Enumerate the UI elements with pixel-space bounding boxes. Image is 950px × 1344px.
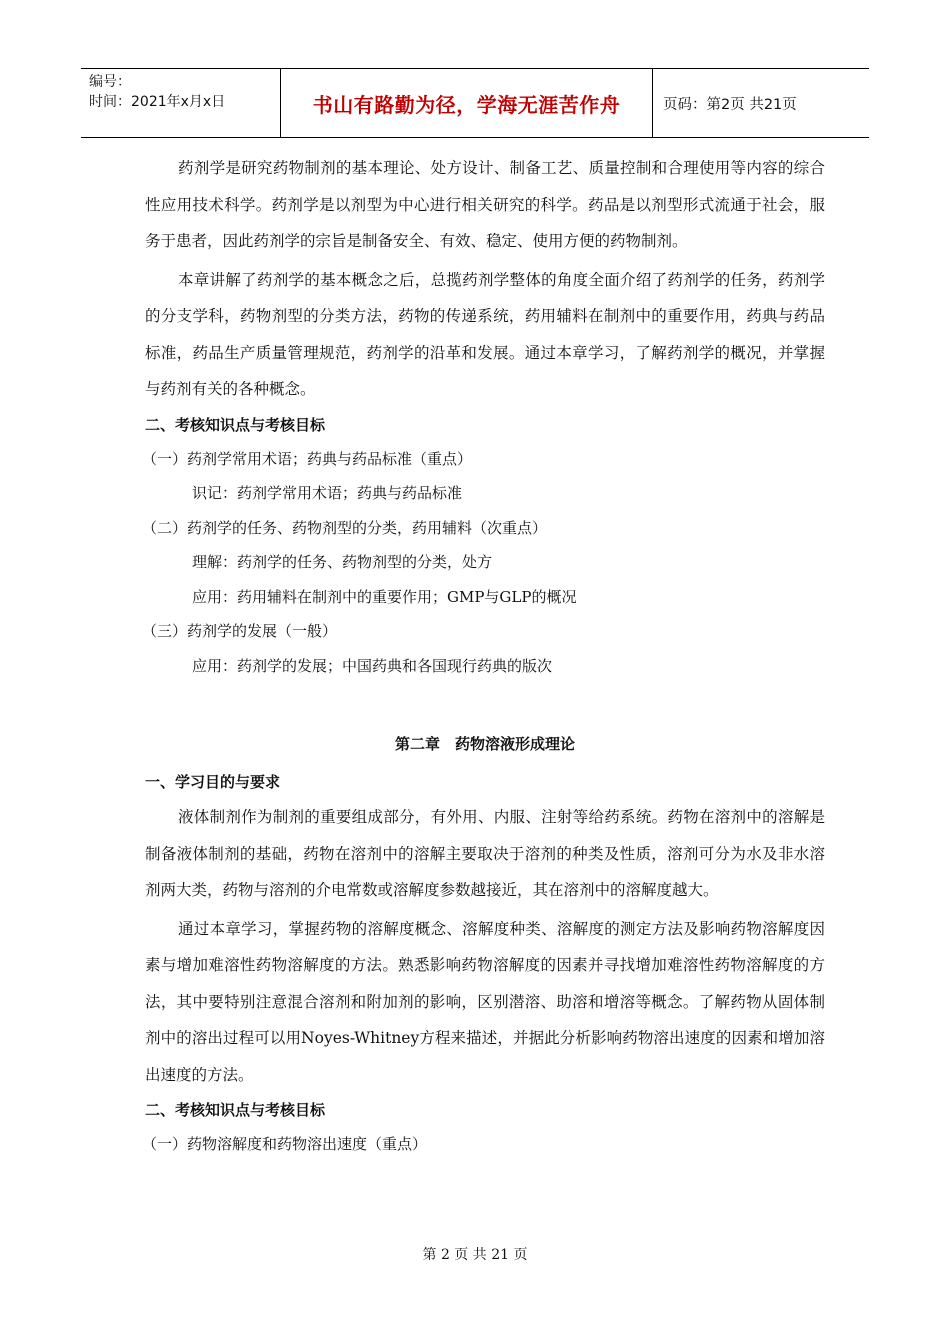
header-motto-cell — [281, 69, 653, 137]
header-page-cell — [653, 69, 869, 137]
page-footer: 第 2 页 共 21 页 — [422, 1247, 528, 1263]
list-item: （三）药剂学的发展（一般） — [142, 622, 338, 640]
sub-item: 应用：药用辅料在制剂中的重要作用；GMP与GLP的概况 — [192, 587, 577, 606]
page-label: 页码：第2页 共21页 — [663, 96, 797, 113]
paragraph: 药剂学是研究药物制剂的基本理论、处方设计、制备工艺、质量控制和合理使用等内容的综合性应用技术科学。药剂学是以剂型为中心进行相关研究的科学。药品是以剂型形式流通于社会，服务于患者，因此药剂学的宗旨是制备安全、有效、稳定、使用方便的药物制剂。 — [145, 159, 825, 250]
sub-item: 识记：药剂学常用术语；药典与药品标准 — [192, 484, 463, 502]
section-heading: 一、学习目的与要求 — [145, 773, 281, 791]
list-item: （二）药剂学的任务、药物剂型的分类，药用辅料（次重点） — [142, 518, 548, 537]
document-header — [81, 68, 869, 138]
section-heading: 二、考核知识点与考核目标 — [145, 415, 326, 434]
number-label: 编号： — [89, 74, 131, 90]
paragraph: 液体制剂作为制剂的重要组成部分，有外用、内服、注射等给药系统。药物在溶剂中的溶解是制备液体制剂的基础，药物在溶剂中的溶解主要取决于溶剂的种类及性质，溶剂可分为水及非水溶剂两大类，药物与溶剂的介电常数或溶解度参数越接近，其在溶剂中的溶解度越大。 — [145, 808, 825, 899]
header-meta — [81, 69, 281, 137]
paragraph: 通过本章学习，掌握药物的溶解度概念、溶解度种类、溶解度的测定方法及影响药物溶解度因素与增加难溶性药物溶解度的方法。熟悉影响药物溶解度的因素并寻找增加难溶性药物溶解度的方法，其中要特别注意混合溶剂和附加剂的影响，区别潜溶、助溶和增溶等概念。了解药物从固体制剂中的溶出过程可以用Noyes-Whitney方程来描述，并据此分析影响药物溶出速度的因素和增加溶出速度的方法。 — [145, 919, 825, 1084]
document-body — [142, 150, 825, 1162]
chapter-title: 第二章 药物溶液形成理论 — [394, 735, 575, 753]
sub-item: 应用：药剂学的发展；中国药典和各国现行药典的版次 — [192, 656, 553, 675]
list-item: （一）药剂学常用术语；药典与药品标准（重点） — [142, 449, 473, 468]
section-heading: 二、考核知识点与考核目标 — [145, 1101, 326, 1119]
time-label: 时间：2021年x月x日 — [89, 94, 226, 110]
paragraph: 本章讲解了药剂学的基本概念之后，总揽药剂学整体的角度全面介绍了药剂学的任务，药剂学的分支学科，药物剂型的分类方法，药物的传递系统，药用辅料在制剂中的重要作用，药典与药品标准，药品生产质量管理规范，药剂学的沿革和发展。通过本章学习，了解药剂学的概况，并掌握与药剂有关的各种概念。 — [145, 270, 825, 398]
motto: 书山有路勤为径，学海无涯苦作舟 — [312, 92, 621, 117]
sub-item: 理解：药剂学的任务、药物剂型的分类，处方 — [192, 553, 493, 571]
list-item: （一）药物溶解度和药物溶出速度（重点） — [142, 1135, 428, 1153]
